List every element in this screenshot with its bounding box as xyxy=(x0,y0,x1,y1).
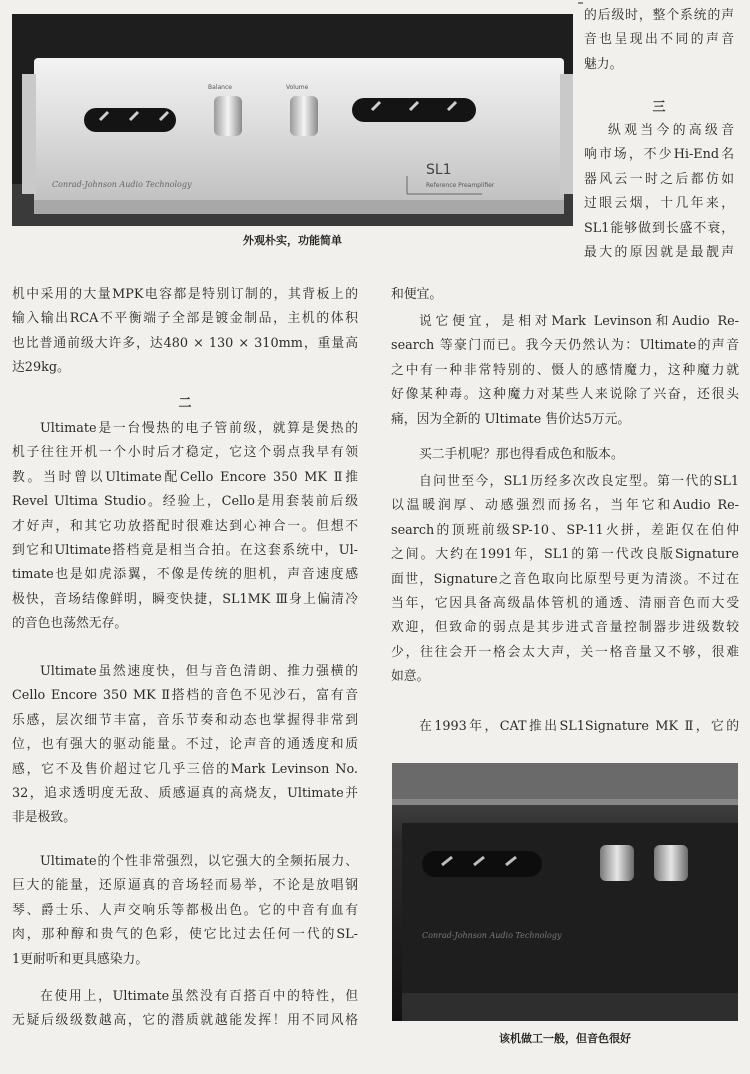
top-photo-knob-label-balance: Balance xyxy=(208,84,232,91)
section-heading-two: 二 xyxy=(178,396,192,411)
top-product-photo xyxy=(12,14,573,226)
preamp-front-panel-illustration xyxy=(12,14,573,226)
right-paragraph-2: 说它便宜，是相对Mark Levinson和Audio Re- search 等豪门而已。我今天仍然认为：Ultimate的声音 之中有一种非常特别的、慑人的感情魔力，这种魔力就 好像某种毒。这种魔力对某些人来说除了兴奋，还很头 痛，因为全新的 Ultimate 售价达5万元。 xyxy=(391,314,739,427)
volume-knob-illustration xyxy=(290,96,318,136)
left-paragraph-1: 机中采用的大量MPK电容都是特别订制的，其背板上的 输入输出RCA不平衡端子全部是镀金制品，主机的体积 也比普通前级大许多，达480 × 130 × 310mm，重量高 达29kg。 xyxy=(12,287,358,376)
bottom-product-photo xyxy=(392,763,738,1021)
left-paragraph-5: 在使用上，Ultimate虽然没有百搭百中的特性，但 无疑后级级数越高，它的潜质就越能发挥！用不同风格 xyxy=(12,989,358,1029)
bottom-photo-brand-text: Conrad-Johnson Audio Technology xyxy=(422,931,562,940)
bottom-photo-caption: 该机做工一般，但音色很好 xyxy=(499,1032,631,1045)
top-photo-knob-label-volume: Volume xyxy=(286,84,309,91)
top-photo-model-text: SL1 xyxy=(426,162,452,178)
section-heading-bracket xyxy=(578,2,583,4)
left-paragraph-2: Ultimate是一台慢热的电子管前级，就算是煲热的 机子往往开机一个小时后才稳定，它这个弱点我早有领 教。当时曾以Ultimate配Cello Encore 350 MK Ⅱ推 Revel Ultima Studio。经验上，Cello是用套装前后级 才好声，和其它功放搭配时很难达到心神合一。但想不 到它和Ultimate搭档竟是相当合拍。在这套系统中，Ul- timate也是如虎添翼，不像是传统的胆机，声音速度感 极快，音场结像鲜明，瞬变快捷，SL1MK Ⅲ身上偏清冷 的音色也荡然无存。 xyxy=(12,421,358,632)
top-photo-caption: 外观朴实，功能简单 xyxy=(243,234,342,247)
balance-knob-illustration xyxy=(214,96,242,136)
section-heading-three: 三 xyxy=(652,100,666,115)
right-top-paragraph-1: 的后级时，整个系统的声 音也呈现出不同的声音 魅力。 xyxy=(584,8,734,72)
left-paragraph-4: Ultimate的个性非常强烈，以它强大的全频拓展力、 巨大的能量，还原逼真的音场轻而易举，不论是放唱钢 琴、爵士乐、人声交响乐等都极出色。它的中音有血有 肉，那种醇和贵气的色彩，使它比过去任何一代的SL- 1更耐听和更具感染力。 xyxy=(12,854,358,967)
top-photo-model-subtext: Reference Preamplifier xyxy=(426,182,495,189)
right-paragraph-5: 在1993年，CAT推出SL1Signature MK Ⅱ，它的 xyxy=(419,719,739,734)
right-paragraph-4: 自问世至今，SL1历经多次改良定型。第一代的SL1 以温暖润厚、动感强烈而扬名，当年它和Audio Re- search的顶班前级SP-10、SP-11火拼，差距仅在伯仲 之间。大约在1991年，SL1的第一代改良版Signature 面世，Signature之音色取向比原型号更为清淡。不过在 当年，它因具备高级晶体管机的通透、清丽音色而大受 欢迎，但致命的弱点是其步进式音量控制器步进级数较 少，往往会开一格会太大声，关一格音量又不够，很难 如意。 xyxy=(391,474,739,685)
preamp-closeup-illustration xyxy=(392,763,738,1021)
left-paragraph-3: Ultimate虽然速度快，但与音色清朗、推力强横的 Cello Encore 350 MK Ⅱ搭档的音色不见沙石，富有音 乐感，层次细节丰富，音乐节奏和动态也掌握得非常到 位，也有强大的驱动能量。不过，论声音的通透度和质 感，它不及售价超过它几乎三倍的Mark Levinson No. 32，追求透明度无敌、质感逼真的高烧友，Ultimate并 非是极致。 xyxy=(12,664,358,826)
right-paragraph-1: 和便宜。 xyxy=(391,287,443,302)
top-photo-brand-text: Conrad-Johnson Audio Technology xyxy=(52,180,192,189)
right-top-paragraph-2: 纵观当今的高级音 响市场，不少Hi-End名 器风云一时之后都仿如 过眼云烟，十几年来， SL1能够做到长盛不衰， 最大的原因就是最靓声 xyxy=(584,123,734,261)
right-paragraph-3: 买二手机呢？那也得看成色和版本。 xyxy=(419,447,624,462)
